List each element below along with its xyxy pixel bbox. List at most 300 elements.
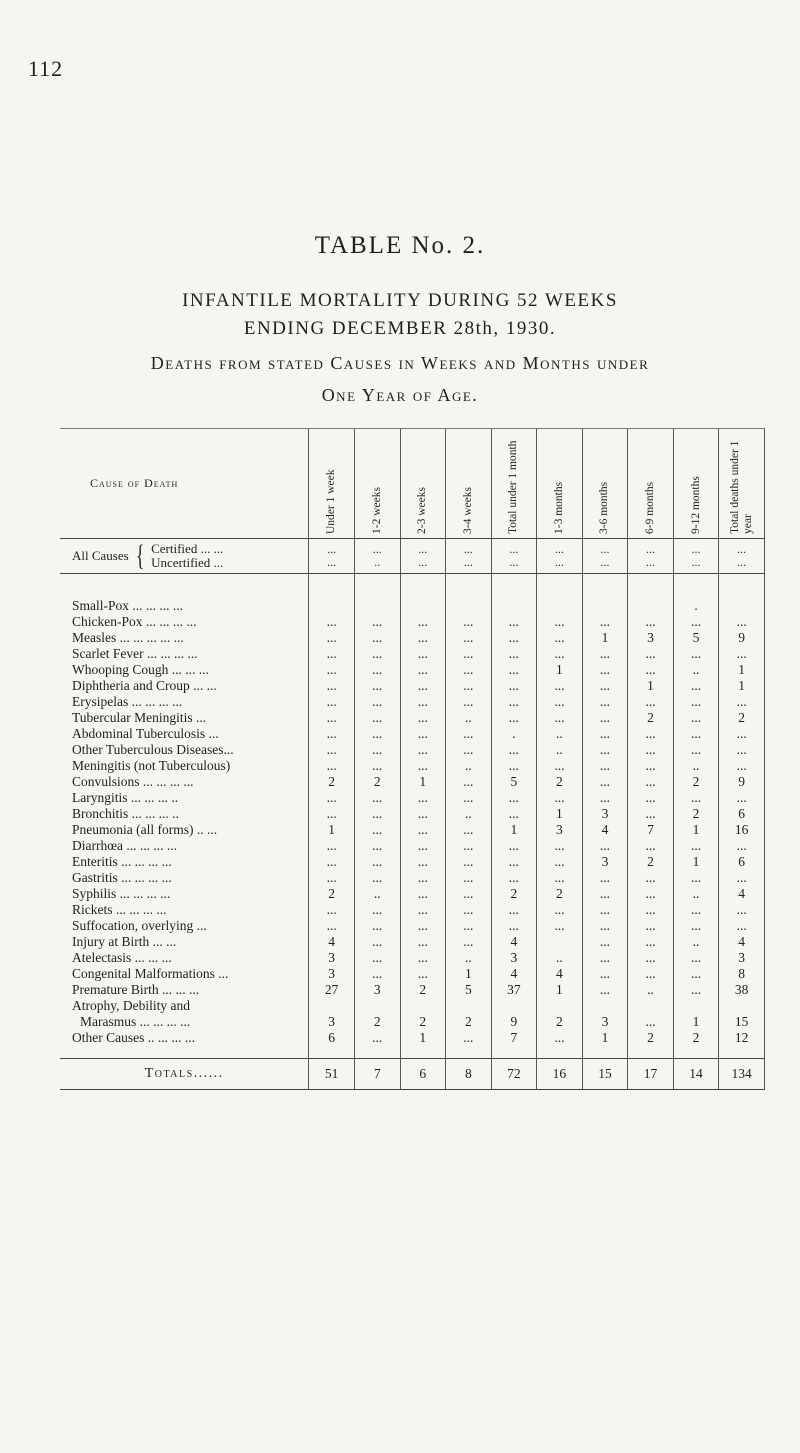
table-cell: 4 xyxy=(309,934,355,950)
totals-cell: 51 xyxy=(309,1059,355,1090)
table-cell: ... xyxy=(673,966,719,982)
heading-line-1: INFANTILE MORTALITY DURING 52 WEEKS xyxy=(182,290,618,311)
table-row xyxy=(60,998,765,1014)
table-row xyxy=(60,694,765,710)
table-row xyxy=(60,742,765,758)
table-cell: ... xyxy=(309,662,355,678)
subheading-line-2: One Year of Age. xyxy=(321,385,479,405)
table-cell: ... xyxy=(491,630,537,646)
cause-label: Meningitis (not Tuberculous) xyxy=(72,758,231,773)
table-row xyxy=(60,822,765,838)
table-cell: 3 xyxy=(309,1014,355,1030)
certified-value: ... xyxy=(509,542,519,556)
table-cell: ... xyxy=(628,838,674,854)
table-cell: ... xyxy=(354,918,400,934)
table-cell: ... xyxy=(582,870,628,886)
table-cell: ... xyxy=(354,726,400,742)
table-cell: ... xyxy=(582,838,628,854)
column-header-text: 3-4 weeks xyxy=(461,487,474,534)
table-cell: ... xyxy=(628,918,674,934)
table-cell: ... xyxy=(446,822,492,838)
all-causes-cell xyxy=(400,539,446,574)
table-cell: 2 xyxy=(354,774,400,790)
table-row xyxy=(60,710,765,726)
table-cell: ... xyxy=(719,838,765,854)
certified-value: ... xyxy=(418,542,428,556)
table-cell: ... xyxy=(537,758,583,774)
table-cell: 5 xyxy=(446,982,492,998)
table-cell: ... xyxy=(628,966,674,982)
table-row xyxy=(60,598,765,614)
table-cell: 3 xyxy=(309,966,355,982)
table-cell: .. xyxy=(673,662,719,678)
column-header-text: 3-6 months xyxy=(598,481,611,534)
column-header xyxy=(309,429,355,539)
totals-cell: 8 xyxy=(446,1059,492,1090)
subheading-line-1: Deaths from stated Causes in Weeks and Months under xyxy=(150,353,650,373)
table-row xyxy=(60,614,765,630)
table-cell: 1 xyxy=(491,822,537,838)
table-cell xyxy=(491,598,537,614)
table-cell: ... xyxy=(491,838,537,854)
table-cell: ... xyxy=(628,870,674,886)
table-cell xyxy=(537,598,583,614)
table-cell xyxy=(446,598,492,614)
table-cell: ... xyxy=(491,806,537,822)
table-cell: ... xyxy=(537,902,583,918)
cause-label: Premature Birth ... ... ... xyxy=(72,982,200,997)
table-row xyxy=(60,934,765,950)
table-cell: ... xyxy=(446,854,492,870)
table-cell: ... xyxy=(354,790,400,806)
table-cell: 38 xyxy=(719,982,765,998)
table-row xyxy=(60,678,765,694)
table-cell: 1 xyxy=(582,1030,628,1046)
column-header-text: Total deaths under 1 year xyxy=(728,440,754,534)
table-cell: ... xyxy=(628,886,674,902)
table-cell: ... xyxy=(400,662,446,678)
cause-label: Small-Pox ... ... ... ... xyxy=(72,598,184,613)
table-cell: ... xyxy=(491,870,537,886)
table-cell: ... xyxy=(491,614,537,630)
table-cell: ... xyxy=(582,950,628,966)
table-cell: ... xyxy=(491,758,537,774)
table-cell: ... xyxy=(400,870,446,886)
table-cell: ... xyxy=(537,854,583,870)
table-cell: 3 xyxy=(628,630,674,646)
table-cell xyxy=(537,998,583,1014)
table-row xyxy=(60,886,765,902)
table-cell: 9 xyxy=(491,1014,537,1030)
table-cell: ... xyxy=(719,646,765,662)
table-cell: 3 xyxy=(491,950,537,966)
table-cell: ... xyxy=(491,902,537,918)
cause-label: Gastritis ... ... ... ... xyxy=(72,870,172,885)
table-cell xyxy=(400,598,446,614)
table-cell: ... xyxy=(446,726,492,742)
table-cell: ... xyxy=(309,726,355,742)
table-cell: ... xyxy=(354,806,400,822)
table-cell: ... xyxy=(354,870,400,886)
table-cell: ... xyxy=(491,790,537,806)
cause-label: Other Causes .. ... ... ... xyxy=(72,1030,195,1045)
cause-column-header: Cause of Death xyxy=(60,429,309,539)
table-cell: ... xyxy=(628,1014,674,1030)
cause-label: Erysipelas ... ... ... ... xyxy=(72,694,183,709)
table-cell: ... xyxy=(354,742,400,758)
table-cell: 12 xyxy=(719,1030,765,1046)
table-cell: ... xyxy=(673,646,719,662)
table-cell: ... xyxy=(309,870,355,886)
table-cell: ... xyxy=(673,918,719,934)
table-cell: ... xyxy=(582,902,628,918)
table-cell: ... xyxy=(582,694,628,710)
certified-value: ... xyxy=(737,542,747,556)
table-cell: 3 xyxy=(537,822,583,838)
table-cell: ... xyxy=(537,678,583,694)
table-row xyxy=(60,854,765,870)
table-cell: 2 xyxy=(309,774,355,790)
table-cell xyxy=(491,998,537,1014)
table-cell: ... xyxy=(628,950,674,966)
column-header xyxy=(354,429,400,539)
table-cell: 2 xyxy=(719,710,765,726)
table-cell: ... xyxy=(719,726,765,742)
table-cell: ... xyxy=(354,694,400,710)
table-cell: ... xyxy=(582,678,628,694)
table-cell: ... xyxy=(446,662,492,678)
all-causes-cell xyxy=(628,539,674,574)
table-cell: ... xyxy=(491,854,537,870)
cause-label: Tubercular Meningitis ... xyxy=(72,710,207,725)
table-cell: 4 xyxy=(491,934,537,950)
table-row xyxy=(60,838,765,854)
table-cell: ... xyxy=(537,614,583,630)
table-cell: ... xyxy=(400,918,446,934)
table-cell: 1 xyxy=(673,1014,719,1030)
table-cell xyxy=(309,598,355,614)
table-cell: ... xyxy=(719,790,765,806)
table-cell: 7 xyxy=(491,1030,537,1046)
table-cell: 1 xyxy=(400,774,446,790)
table-cell: . xyxy=(491,726,537,742)
certified-value: ... xyxy=(372,542,382,556)
table-cell: ... xyxy=(673,742,719,758)
column-header xyxy=(446,429,492,539)
table-cell: .. xyxy=(446,710,492,726)
totals-label: Totals...... xyxy=(60,1059,309,1090)
column-header xyxy=(537,429,583,539)
table-cell: ... xyxy=(400,790,446,806)
table-cell: 4 xyxy=(537,966,583,982)
table-cell xyxy=(354,598,400,614)
cause-label: Diarrhœa ... ... ... ... xyxy=(72,838,177,853)
table-row xyxy=(60,870,765,886)
table-cell: ... xyxy=(354,758,400,774)
table-cell: ... xyxy=(400,694,446,710)
table-cell: ... xyxy=(446,646,492,662)
table-row xyxy=(60,966,765,982)
heading-line-2: ENDING DECEMBER 28th, 1930. xyxy=(243,318,557,339)
table-cell: ... xyxy=(537,838,583,854)
table-cell: ... xyxy=(537,1030,583,1046)
totals-cell: 16 xyxy=(537,1059,583,1090)
cause-label: Abdominal Tuberculosis ... xyxy=(72,726,219,741)
table-cell: 27 xyxy=(309,982,355,998)
brace-icon: { xyxy=(135,539,145,572)
cause-label: Atrophy, Debility and xyxy=(72,998,190,1013)
table-cell: ... xyxy=(719,758,765,774)
table-cell: ... xyxy=(354,822,400,838)
uncertified-value: .. xyxy=(374,555,381,569)
table-cell: ... xyxy=(491,678,537,694)
table-cell: ... xyxy=(309,854,355,870)
cause-label: Marasmus ... ... ... ... xyxy=(80,1014,191,1029)
table-row xyxy=(60,630,765,646)
table-cell: 2 xyxy=(673,806,719,822)
header-row xyxy=(60,429,765,539)
table-cell: ... xyxy=(582,646,628,662)
table-cell: ... xyxy=(309,646,355,662)
table-cell: 2 xyxy=(400,1014,446,1030)
column-header-text: 6-9 months xyxy=(644,481,656,534)
table-cell: .. xyxy=(673,886,719,902)
cause-label: Congenital Malformations ... xyxy=(72,966,229,981)
column-header xyxy=(582,429,628,539)
table-cell: 7 xyxy=(628,822,674,838)
table-row xyxy=(60,790,765,806)
table-cell: 3 xyxy=(582,1014,628,1030)
table-cell: ... xyxy=(628,902,674,918)
table-cell: 4 xyxy=(719,886,765,902)
uncertified-value: ... xyxy=(600,555,610,569)
table-cell: 1 xyxy=(537,806,583,822)
table-cell: ... xyxy=(628,726,674,742)
table-cell: ... xyxy=(400,726,446,742)
table-cell: 2 xyxy=(673,1030,719,1046)
table-cell: ... xyxy=(446,678,492,694)
table-cell xyxy=(446,998,492,1014)
table-cell: 9 xyxy=(719,630,765,646)
all-causes-text: All Causes xyxy=(72,548,129,563)
table-cell: 5 xyxy=(491,774,537,790)
table-cell: ... xyxy=(354,678,400,694)
certified-value: ... xyxy=(646,542,655,556)
table-row xyxy=(60,902,765,918)
table-cell: 1 xyxy=(537,982,583,998)
certified-value: ... xyxy=(327,542,337,556)
table-cell: ... xyxy=(446,742,492,758)
column-header xyxy=(400,429,446,539)
cause-label: Atelectasis ... ... ... xyxy=(72,950,172,965)
table-cell: 2 xyxy=(537,1014,583,1030)
table-cell: ... xyxy=(446,774,492,790)
all-causes-cell xyxy=(446,539,492,574)
column-header-text: 9-12 months xyxy=(689,476,702,534)
totals-cell: 14 xyxy=(673,1059,719,1090)
cause-label: Other Tuberculous Diseases... xyxy=(72,742,234,757)
table-row xyxy=(60,806,765,822)
uncertified-value: ... xyxy=(509,555,519,569)
table-row xyxy=(60,1014,765,1030)
table-cell: ... xyxy=(400,758,446,774)
table-cell: ... xyxy=(491,710,537,726)
table-cell: .. xyxy=(446,758,492,774)
table-cell: ... xyxy=(309,806,355,822)
table-cell: 15 xyxy=(719,1014,765,1030)
cause-label: Convulsions ... ... ... ... xyxy=(72,774,194,789)
cause-label: Injury at Birth ... ... xyxy=(72,934,177,949)
table-cell: ... xyxy=(673,838,719,854)
table-cell: ... xyxy=(719,902,765,918)
table-cell: ... xyxy=(400,646,446,662)
column-header-text: Total under 1 month xyxy=(507,440,520,534)
table-cell: ... xyxy=(309,678,355,694)
table-cell: ... xyxy=(354,934,400,950)
table-cell: 1 xyxy=(719,678,765,694)
table-row xyxy=(60,646,765,662)
certified-value: ... xyxy=(554,542,564,556)
table-cell: ... xyxy=(354,710,400,726)
table-cell: ... xyxy=(537,710,583,726)
table-cell: ... xyxy=(628,790,674,806)
table-cell: 6 xyxy=(309,1030,355,1046)
table-cell: ... xyxy=(309,630,355,646)
table-cell: ... xyxy=(400,934,446,950)
table-cell: 4 xyxy=(582,822,628,838)
table-cell: ... xyxy=(446,934,492,950)
all-causes-cell xyxy=(491,539,537,574)
table-title: TABLE No. 2. xyxy=(314,232,486,259)
table-cell: ... xyxy=(309,694,355,710)
table-cell: ... xyxy=(719,918,765,934)
table-cell xyxy=(537,934,583,950)
table-cell: .. xyxy=(354,886,400,902)
certified-label: Certified ... ... xyxy=(151,541,224,556)
table-cell xyxy=(719,598,765,614)
table-cell: 3 xyxy=(354,982,400,998)
table-cell: ... xyxy=(354,966,400,982)
table-cell: ... xyxy=(309,902,355,918)
table-cell: ... xyxy=(446,918,492,934)
table-cell: ... xyxy=(582,614,628,630)
table-cell: ... xyxy=(400,806,446,822)
table-cell: ... xyxy=(673,790,719,806)
table-cell: ... xyxy=(628,614,674,630)
table-cell: 2 xyxy=(628,1030,674,1046)
table-cell: ... xyxy=(400,742,446,758)
table-cell xyxy=(309,998,355,1014)
table-cell: ... xyxy=(628,662,674,678)
table-cell: 2 xyxy=(491,886,537,902)
table-cell: ... xyxy=(400,614,446,630)
column-header-text: 1-2 weeks xyxy=(370,487,383,534)
uncertified-value: ... xyxy=(737,555,747,569)
table-cell: ... xyxy=(491,662,537,678)
totals-cell: 72 xyxy=(491,1059,537,1090)
table-cell: 1 xyxy=(673,822,719,838)
table-cell: .. xyxy=(446,950,492,966)
table-cell xyxy=(582,598,628,614)
table-cell: ... xyxy=(582,710,628,726)
table-cell: ... xyxy=(582,790,628,806)
table-cell xyxy=(719,998,765,1014)
table-cell: ... xyxy=(673,950,719,966)
all-causes-cell xyxy=(354,539,400,574)
table-cell xyxy=(628,598,674,614)
column-header xyxy=(491,429,537,539)
uncertified-value: ... xyxy=(646,555,655,569)
totals-cell: 17 xyxy=(628,1059,674,1090)
table-cell: 37 xyxy=(491,982,537,998)
table-cell: ... xyxy=(719,614,765,630)
table-cell: 1 xyxy=(628,678,674,694)
table-cell xyxy=(400,998,446,1014)
cause-label: Rickets ... ... ... ... xyxy=(72,902,167,917)
table-cell: .. xyxy=(673,934,719,950)
table-row xyxy=(60,982,765,998)
table-cell: ... xyxy=(537,918,583,934)
table-cell: ... xyxy=(400,902,446,918)
totals-cell: 7 xyxy=(354,1059,400,1090)
table-cell: 2 xyxy=(354,1014,400,1030)
table-cell: 2 xyxy=(628,854,674,870)
table-cell: ... xyxy=(354,1030,400,1046)
table-cell: ... xyxy=(446,630,492,646)
table-cell: ... xyxy=(582,886,628,902)
table-cell: ... xyxy=(673,694,719,710)
table-cell: ... xyxy=(582,742,628,758)
uncertified-value: ... xyxy=(463,555,473,569)
table-cell: 1 xyxy=(537,662,583,678)
table-cell: 1 xyxy=(673,854,719,870)
table-cell: ... xyxy=(537,790,583,806)
table-cell: ... xyxy=(582,758,628,774)
table-cell: ... xyxy=(537,630,583,646)
table-cell: .. xyxy=(628,982,674,998)
all-causes-cell xyxy=(582,539,628,574)
table-cell: ... xyxy=(491,742,537,758)
column-header xyxy=(628,429,674,539)
table-cell: 3 xyxy=(309,950,355,966)
table-cell: ... xyxy=(400,710,446,726)
table-row xyxy=(60,950,765,966)
table-cell: .. xyxy=(537,742,583,758)
table-cell: ... xyxy=(673,726,719,742)
table-cell: 5 xyxy=(673,630,719,646)
table-cell: ... xyxy=(673,710,719,726)
table-cell: 1 xyxy=(719,662,765,678)
cause-label: Enteritis ... ... ... ... xyxy=(72,854,172,869)
table-cell: 9 xyxy=(719,774,765,790)
totals-cell: 15 xyxy=(582,1059,628,1090)
table-cell: 1 xyxy=(400,1030,446,1046)
table-cell: ... xyxy=(582,774,628,790)
certified-value: ... xyxy=(600,542,610,556)
table-cell: ... xyxy=(582,934,628,950)
table-cell: 2 xyxy=(309,886,355,902)
table-cell: 3 xyxy=(719,950,765,966)
uncertified-value: ... xyxy=(554,555,564,569)
table-cell: ... xyxy=(537,694,583,710)
table-cell: ... xyxy=(673,614,719,630)
table-cell: ... xyxy=(628,646,674,662)
table-cell: ... xyxy=(491,646,537,662)
table-cell: ... xyxy=(446,614,492,630)
table-cell: ... xyxy=(673,982,719,998)
table-cell: ... xyxy=(309,742,355,758)
cause-label: Suffocation, overlying ... xyxy=(72,918,207,933)
